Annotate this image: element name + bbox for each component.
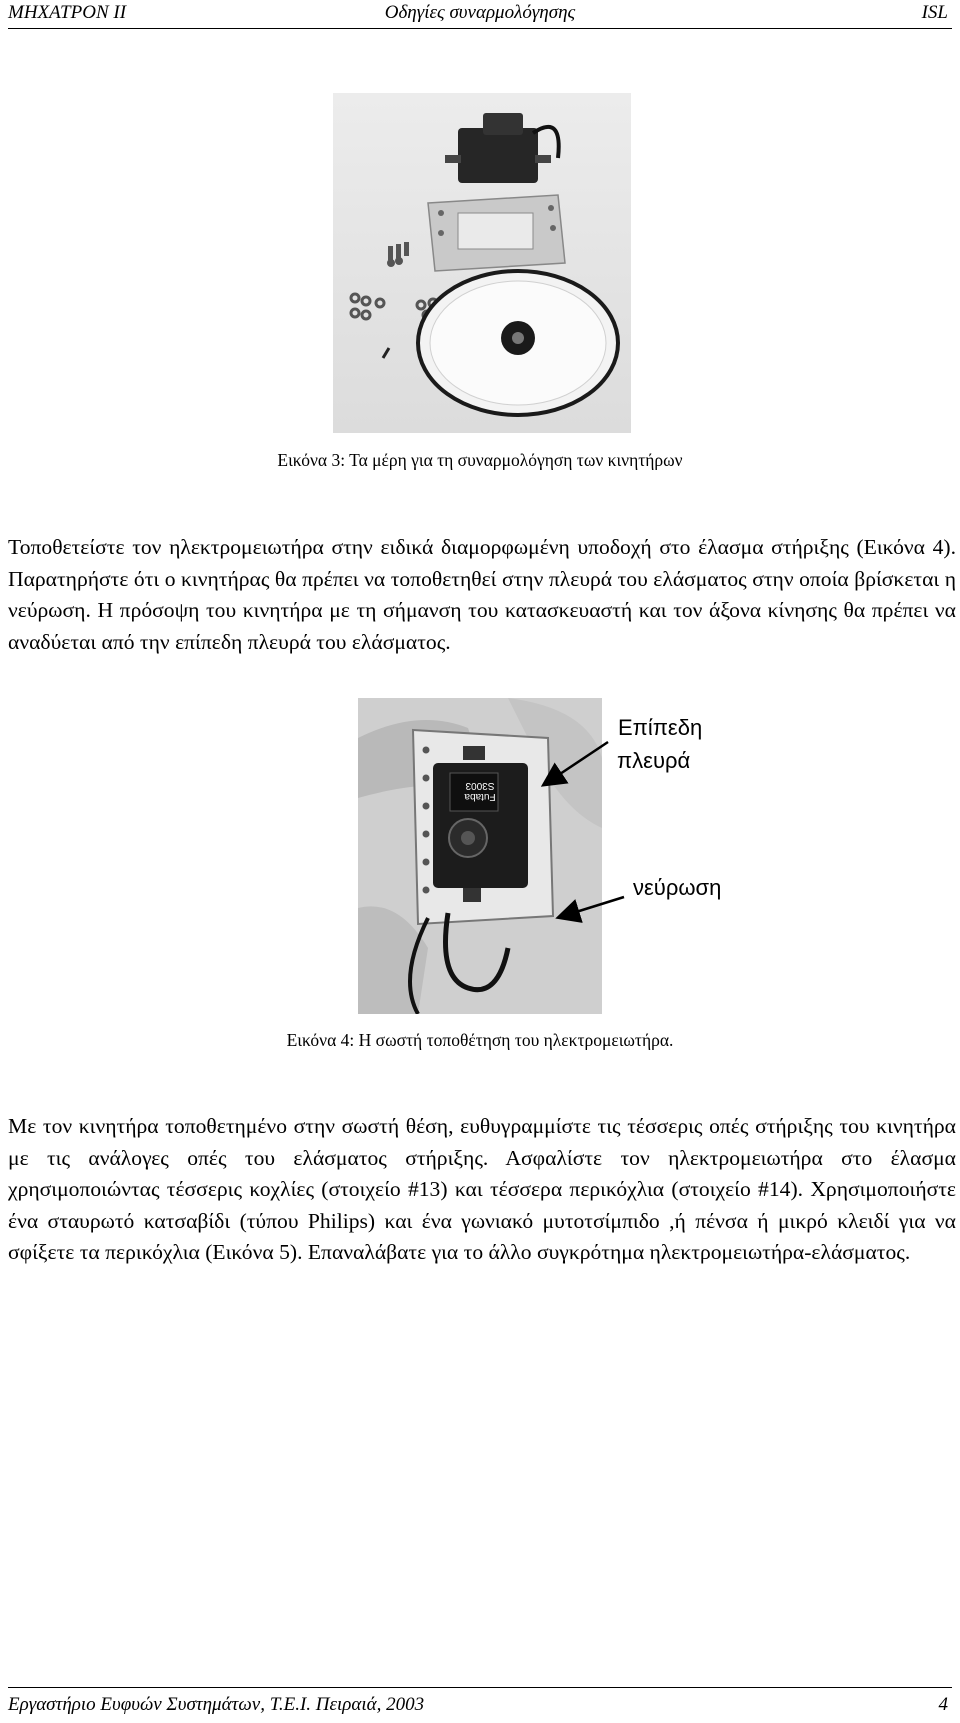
figure-3-caption: Εικόνα 3: Τα μέρη για τη συναρμολόγηση των κινητήρων: [277, 450, 683, 470]
arrow-rib: [560, 897, 624, 917]
servo-model-text: S3003: [465, 780, 495, 791]
servo-brand-text: Futaba: [464, 791, 496, 802]
paragraph-2: Με τον κινητήρα τοποθετημένο στην σωστή θέση, ευθυγραμμίστε τις τέσσερις οπές στήριξης του κινητήρα με τις ανάλογες οπές του ελάσματος στήριξης. Ασφαλίστε τον ηλεκτρομειωτήρα στο έλασμα χρησιμοποιώντας τέσσερις κοχλίες (στοιχείο #13) και τέσσερα περικόχλια (στοιχείο #14). Χρησιμοποιήστε ένα σταυρωτό κατσαβίδι (τύπου Philips) και ένα γωνιακό μυτοτσίμπιδο ,ή πένσα ή μικρό κλειδί για να σφίξετε τα περικόχλια (Εικόνα 5). Επαναλάβατε για το άλλο συγκρότημα ηλεκτρομειωτήρα-ελάσματος.: [8, 1114, 956, 1264]
arrow-flat-side: [545, 742, 608, 784]
footer-left: Εργαστήριο Ευφυών Συστημάτων, Τ.Ε.Ι. Πειραιά, 2003: [8, 1694, 425, 1715]
page-number: 4: [938, 1694, 948, 1715]
header-right: ISL: [921, 2, 948, 23]
page-footer: [8, 1687, 952, 1718]
header-left: ΜΗΧΑΤΡΟΝ ΙΙ: [8, 2, 127, 23]
header-center: Οδηγίες συναρμολόγησης: [384, 2, 576, 23]
figure-4-caption: Εικόνα 4: Η σωστή τοποθέτηση του ηλεκτρομειωτήρα.: [286, 1030, 674, 1050]
label-flat-side-line2: πλευρά: [617, 748, 691, 773]
label-flat-side-line1: Επίπεδη: [618, 715, 703, 740]
paragraph-1: Τοποθετείστε τον ηλεκτρομειωτήρα στην ειδικά διαμορφωμένη υποδοχή στο έλασμα στήριξης (Εικόνα 4). Παρατηρήστε ότι ο κινητήρας θα πρέπει να τοποθετηθεί στην πλευρά του ελάσματος στην οποία βρίσκεται η νεύρωση. Η πρόσοψη του κινητήρα με τη σήμανση του κατασκευαστή και τον άξονα κίνησης θα πρέπει να αναδύεται από την επίπεδη πλευρά του ελάσματος.: [8, 535, 956, 654]
label-rib: νεύρωση: [633, 875, 722, 900]
